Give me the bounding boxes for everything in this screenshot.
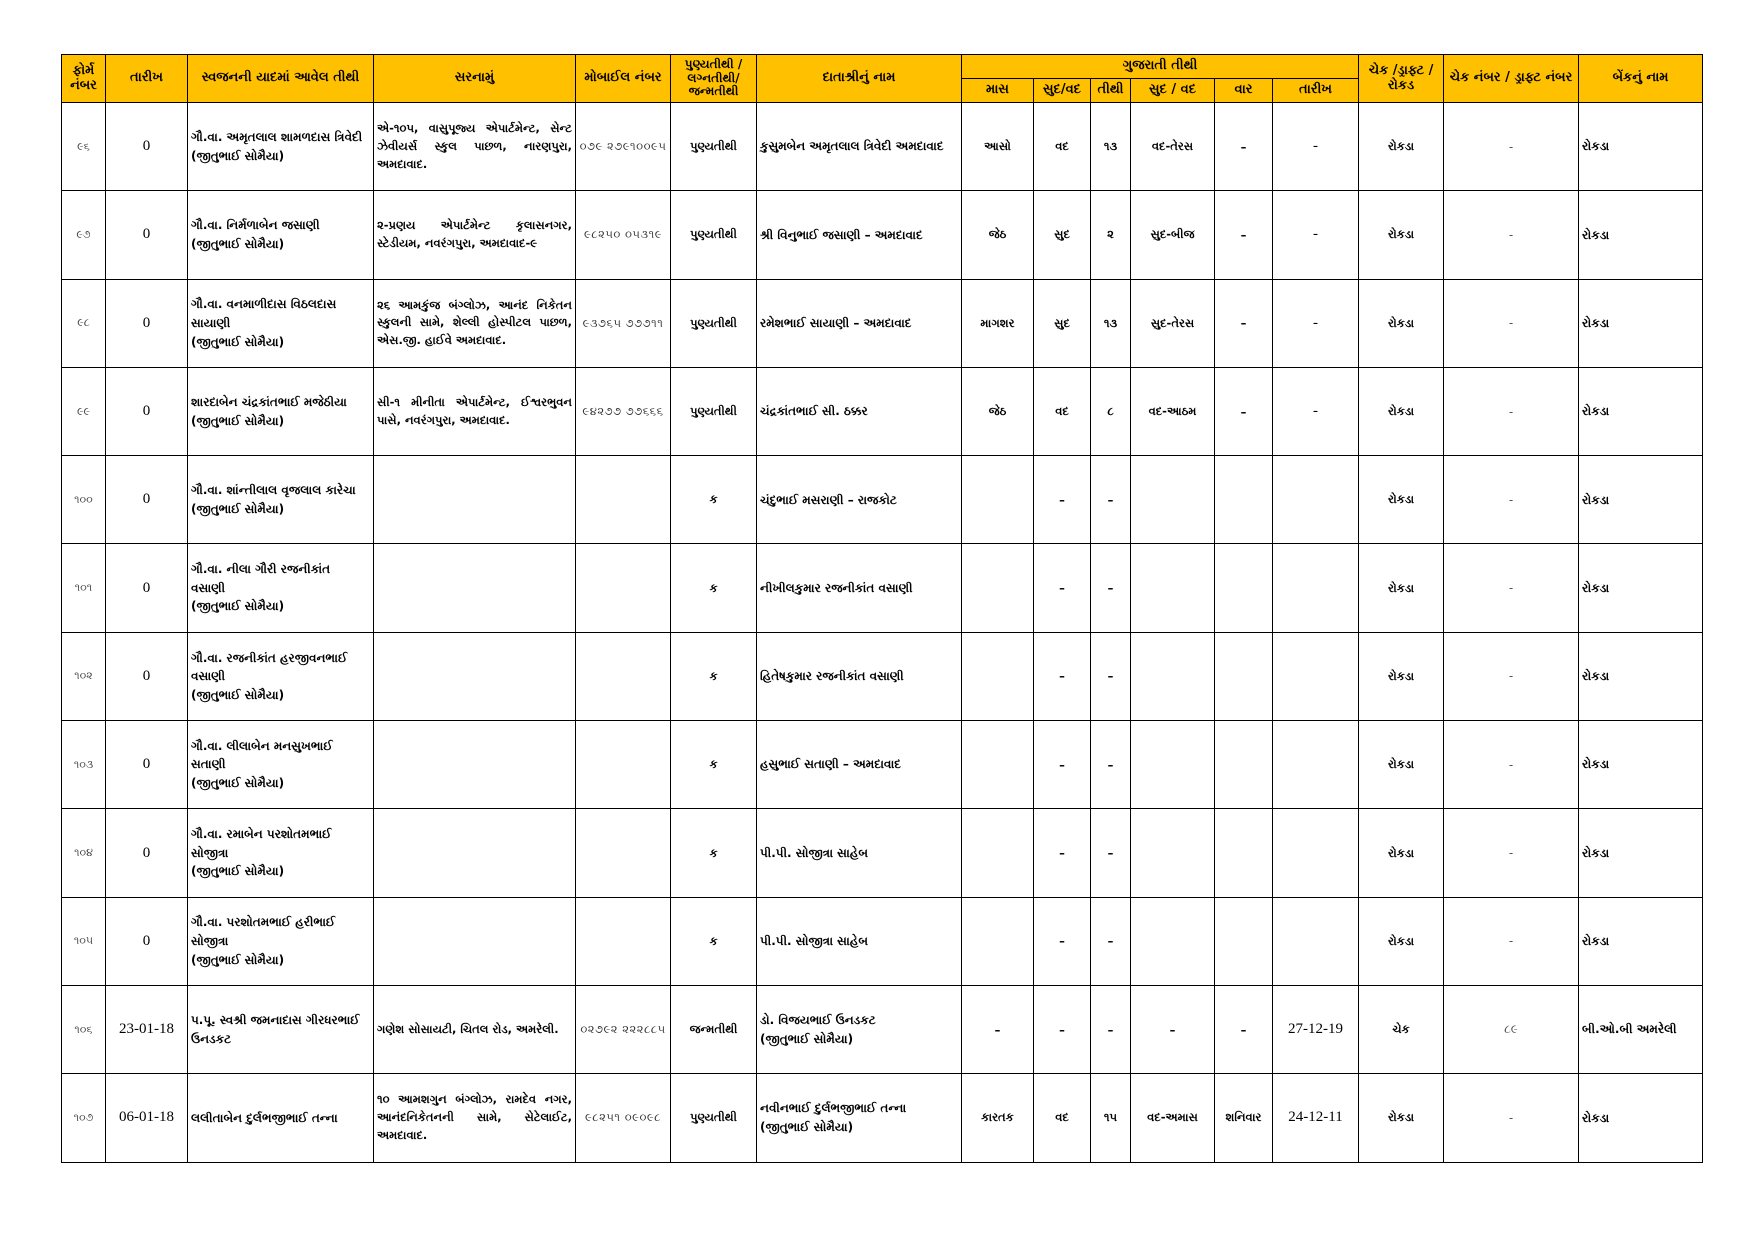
tithi-remembered-cell [188, 103, 374, 191]
sud-vad-cell: વદ [1034, 103, 1091, 191]
day-cell: – [1215, 279, 1273, 367]
sud-vad-cell: – [1034, 544, 1091, 632]
header-tarikh: તારીખ [1273, 79, 1359, 103]
address-cell: એ-૧૦૫, વાસુપૂજ્ય એપાર્ટમેન્ટ, સેન્ટ ઝેવીયર્સ સ્કુલ પાછળ, નારણપુરા, અમદાવાદ. [374, 103, 576, 191]
tithi-remembered-line: ગૌ.વા. નીલા ગૌરી રજનીકાંત [191, 562, 331, 577]
occasion-cell: ક [671, 897, 757, 985]
donor-name-cell [757, 809, 962, 897]
donor-name-line: ચંદુભાઈ મસરાણી – રાજકોટ [760, 492, 897, 507]
tithi-remembered-line: (જીતુભાઈ સોમૈયા) [191, 776, 285, 791]
sud-vad-2-cell [1131, 897, 1215, 985]
table-row [62, 897, 1703, 985]
donor-name-line: નવીનભાઈ દુર્લભજીભાઈ તન્ના [760, 1101, 907, 1116]
tithi-remembered-cell [188, 632, 374, 720]
tithi-remembered-line: (જીતુભાઈ સોમૈયા) [191, 236, 285, 251]
header-sud-vad-2: સુદ / વદ [1131, 79, 1215, 103]
address-cell [374, 897, 576, 985]
address-cell: ૨૬ આમકુંજ બંગ્લોઝ, આનંદ નિકેતન સ્કુલની સામે, શેલ્લી હોસ્પીટલ પાછળ, એસ.જી. હાઈવે અમદાવાદ. [374, 279, 576, 367]
address-cell [374, 544, 576, 632]
day-cell: – [1215, 191, 1273, 279]
form-number-cell: ૧૦૬ [62, 985, 106, 1073]
payment-mode-cell: રોકડા [1359, 1074, 1444, 1162]
payment-mode-cell: રોકડા [1359, 544, 1444, 632]
date-cell: 0 [106, 809, 188, 897]
bank-name-cell: રોકડા [1579, 103, 1703, 191]
occasion-cell: પુણ્યતીથી [671, 191, 757, 279]
donor-name-cell [757, 1074, 962, 1162]
table-row [62, 544, 1703, 632]
bank-name-cell: રોકડા [1579, 367, 1703, 455]
tarikh-cell: 27-12-19 [1273, 985, 1359, 1073]
mobile-cell: ૯૪૨૭૭ ૭૭૬૬૬ [576, 367, 671, 455]
address-cell: સી-૧ મીનીતા એપાર્ટમેન્ટ, ઈશ્વરભુવન પાસે, નવરંગપુરા, અમદાવાદ. [374, 367, 576, 455]
tithi-remembered-line: વસાણી [191, 580, 226, 595]
tithi-cell: – [1091, 721, 1131, 809]
donor-name-line: હિતેષકુમાર રજનીકાંત વસાણી [760, 669, 904, 684]
sud-vad-2-cell: વદ-તેરસ [1131, 103, 1215, 191]
bank-name-cell: રોકડા [1579, 1074, 1703, 1162]
sud-vad-cell: વદ [1034, 367, 1091, 455]
date-cell: 0 [106, 544, 188, 632]
payment-mode-cell: ચેક [1359, 985, 1444, 1073]
tithi-remembered-cell [188, 721, 374, 809]
header-payment-mode: ચેક /ડ્રાફ્ટ / રોકડ [1359, 55, 1444, 103]
tarikh-cell [1273, 456, 1359, 544]
tithi-remembered-line: (જીતુભાઈ સોમૈયા) [191, 599, 285, 614]
mobile-cell: ૦૭૯ ૨૭૯૧૦૦૯૫ [576, 103, 671, 191]
address-cell: ૨-પ્રણય એપાર્ટમેન્ટ કૃલાસનગર, સ્ટેડીયમ, નવરંગપુરા, અમદાવાદ-૯ [374, 191, 576, 279]
payment-mode-cell: રોકડા [1359, 897, 1444, 985]
donor-name-cell [757, 367, 962, 455]
occasion-cell: ક [671, 721, 757, 809]
payment-mode-cell: રોકડા [1359, 367, 1444, 455]
table-row [62, 279, 1703, 367]
donor-name-line: કુસુમબેન અમૃતલાલ ત્રિવેદી અમદાવાદ [760, 139, 944, 154]
form-number-cell: ૧૦૭ [62, 1074, 106, 1162]
payment-mode-cell: રોકડા [1359, 279, 1444, 367]
donor-name-cell [757, 985, 962, 1073]
bank-name-cell: બી.ઓ.બી અમરેલી [1579, 985, 1703, 1073]
date-cell: 23-01-18 [106, 985, 188, 1073]
table-row [62, 809, 1703, 897]
table-row [62, 985, 1703, 1073]
form-number-cell: ૧૦૨ [62, 632, 106, 720]
tithi-remembered-line: ગૌ.વા. લીલાબેન મનસુખભાઈ [191, 738, 333, 753]
donor-name-cell [757, 456, 962, 544]
day-cell [1215, 456, 1273, 544]
occasion-cell: ક [671, 456, 757, 544]
header-date: તારીખ [106, 55, 188, 103]
date-cell: 0 [106, 456, 188, 544]
cheque-number-cell: - [1444, 279, 1579, 367]
mobile-cell [576, 456, 671, 544]
tithi-cell: – [1091, 897, 1131, 985]
header-form-no: ફોર્મ નંબર [62, 55, 106, 103]
date-cell: 0 [106, 103, 188, 191]
sud-vad-cell: – [1034, 721, 1091, 809]
date-cell: 0 [106, 632, 188, 720]
header-sud-vad: સુદ/વદ [1034, 79, 1091, 103]
cheque-number-cell: - [1444, 191, 1579, 279]
tithi-remembered-cell [188, 279, 374, 367]
donor-name-line: ડો. વિજયભાઈ ઉનડકટ [760, 1013, 876, 1028]
donor-name-line: રમેશભાઈ સાયાણી – અમદાવાદ [760, 315, 912, 330]
sud-vad-2-cell: વદ-અમાસ [1131, 1074, 1215, 1162]
month-cell [962, 809, 1034, 897]
tarikh-cell: - [1273, 191, 1359, 279]
table-row [62, 721, 1703, 809]
mobile-cell: ૯૩૭૬૫ ૭૭૭૧૧ [576, 279, 671, 367]
form-number-cell: ૯૯ [62, 367, 106, 455]
sud-vad-cell: સુદ [1034, 279, 1091, 367]
cheque-number-cell: - [1444, 367, 1579, 455]
month-cell [962, 721, 1034, 809]
header-gujarati-tithi: ગુજરાતી તીથી [962, 55, 1359, 79]
tithi-remembered-line: ગૌ.વા. પરશોતમભાઈ હરીભાઈ [191, 915, 336, 930]
donor-name-cell [757, 191, 962, 279]
mobile-cell [576, 721, 671, 809]
sud-vad-cell: વદ [1034, 1074, 1091, 1162]
mobile-cell [576, 632, 671, 720]
sud-vad-cell: – [1034, 897, 1091, 985]
tarikh-cell: 24-12-11 [1273, 1074, 1359, 1162]
table-row [62, 1074, 1703, 1162]
tithi-remembered-cell [188, 1074, 374, 1162]
date-cell: 0 [106, 279, 188, 367]
donor-name-cell [757, 103, 962, 191]
bank-name-cell: રોકડા [1579, 191, 1703, 279]
form-number-cell: ૧૦૪ [62, 809, 106, 897]
sud-vad-2-cell [1131, 544, 1215, 632]
occasion-cell: પુણ્યતીથી [671, 103, 757, 191]
donor-name-line: (જીતુભાઈ સોમૈયા) [760, 1119, 854, 1134]
cheque-number-cell: - [1444, 632, 1579, 720]
occasion-cell: પુણ્યતીથી [671, 1074, 757, 1162]
tithi-remembered-cell [188, 897, 374, 985]
tithi-remembered-cell [188, 456, 374, 544]
tithi-cell: – [1091, 632, 1131, 720]
bank-name-cell: રોકડા [1579, 809, 1703, 897]
form-number-cell: ૧૦૧ [62, 544, 106, 632]
header-donor-name: દાતાશ્રીનું નામ [757, 55, 962, 103]
day-cell [1215, 809, 1273, 897]
sud-vad-cell: – [1034, 809, 1091, 897]
form-number-cell: ૧૦૫ [62, 897, 106, 985]
bank-name-cell: રોકડા [1579, 456, 1703, 544]
address-cell [374, 721, 576, 809]
cheque-number-cell: - [1444, 456, 1579, 544]
mobile-cell: ૯૮૨૫૧ ૦૯૦૯૮ [576, 1074, 671, 1162]
cheque-number-cell: - [1444, 721, 1579, 809]
table-header [62, 55, 1703, 103]
day-cell: – [1215, 103, 1273, 191]
tarikh-cell: - [1273, 367, 1359, 455]
header-tithi-remembered: સ્વજનની યાદમાં આવેલ તીથી [188, 55, 374, 103]
date-cell: 0 [106, 721, 188, 809]
day-cell: – [1215, 985, 1273, 1073]
mobile-cell [576, 544, 671, 632]
bank-name-cell: રોકડા [1579, 544, 1703, 632]
sud-vad-2-cell [1131, 632, 1215, 720]
header-bank-name: બેંકનું નામ [1579, 55, 1703, 103]
header-occasion: પુણ્યતીથી / લગ્નતીથી/ જન્મતીથી [671, 55, 757, 103]
tithi-remembered-line: ઉનડકટ [191, 1031, 232, 1046]
address-cell: ૧૦ આમશગુન બંગ્લોઝ, રામદેવ નગર, આનંદનિકેતનની સામે, સેટેલાઈટ, અમદાવાદ. [374, 1074, 576, 1162]
donor-name-line: પી.પી. સોજીત્રા સાહેબ [760, 845, 869, 860]
tithi-remembered-line: સોજીત્રા [191, 934, 229, 949]
tithi-cell: – [1091, 456, 1131, 544]
month-cell [962, 897, 1034, 985]
tithi-cell: ૨ [1091, 191, 1131, 279]
sud-vad-2-cell [1131, 456, 1215, 544]
tithi-remembered-line: શારદાબેન ચંદ્રકાંતભાઈ મજેઠીયા [191, 394, 347, 409]
header-day: વાર [1215, 79, 1273, 103]
sud-vad-2-cell [1131, 721, 1215, 809]
sud-vad-cell: – [1034, 456, 1091, 544]
donor-name-cell [757, 279, 962, 367]
tarikh-cell [1273, 809, 1359, 897]
donor-name-line: પી.પી. સોજીત્રા સાહેબ [760, 934, 869, 949]
day-cell: – [1215, 367, 1273, 455]
address-cell [374, 456, 576, 544]
tithi-cell: – [1091, 985, 1131, 1073]
tithi-remembered-line: ગૌ.વા. રમાબેન પરશોતમભાઈ [191, 827, 332, 842]
tithi-remembered-cell [188, 367, 374, 455]
mobile-cell: ૯૮૨૫૦ ૦૫૩૧૯ [576, 191, 671, 279]
tithi-remembered-line: સાયાણી [191, 315, 231, 330]
donor-name-line: શ્રી વિનુભાઈ જસાણી – અમદાવાદ [760, 227, 923, 242]
tithi-remembered-cell [188, 191, 374, 279]
day-cell: શનિવાર [1215, 1074, 1273, 1162]
tithi-cell: ૧૫ [1091, 1074, 1131, 1162]
tithi-remembered-cell [188, 985, 374, 1073]
month-cell: આસો [962, 103, 1034, 191]
tithi-remembered-line: (જીતુભાઈ સોમૈયા) [191, 952, 285, 967]
bank-name-cell: રોકડા [1579, 632, 1703, 720]
mobile-cell: ૦૨૭૯૨ ૨૨૨૮૮૫ [576, 985, 671, 1073]
tarikh-cell: - [1273, 103, 1359, 191]
donor-name-line: ચંદ્રકાંતભાઈ સી. ઠક્કર [760, 404, 868, 419]
form-number-cell: ૧૦૦ [62, 456, 106, 544]
occasion-cell: ક [671, 544, 757, 632]
sud-vad-2-cell: સુદ-બીજ [1131, 191, 1215, 279]
tithi-cell: ૧૩ [1091, 103, 1131, 191]
tithi-cell: – [1091, 809, 1131, 897]
sud-vad-2-cell [1131, 809, 1215, 897]
donor-name-cell [757, 632, 962, 720]
tithi-remembered-cell [188, 809, 374, 897]
tarikh-cell: - [1273, 279, 1359, 367]
tithi-remembered-line: (જીતુભાઈ સોમૈયા) [191, 413, 285, 428]
donation-register-table [61, 54, 1703, 1163]
table-row [62, 632, 1703, 720]
date-cell: 0 [106, 191, 188, 279]
payment-mode-cell: રોકડા [1359, 721, 1444, 809]
tithi-remembered-line: ગૌ.વા. નિર્મળાબેન જસાણી [191, 218, 320, 233]
tithi-remembered-line: સોજીત્રા [191, 845, 229, 860]
table-body [62, 103, 1703, 1163]
mobile-cell [576, 897, 671, 985]
tithi-cell: ૮ [1091, 367, 1131, 455]
day-cell [1215, 897, 1273, 985]
tithi-remembered-cell [188, 544, 374, 632]
tarikh-cell [1273, 632, 1359, 720]
cheque-number-cell: - [1444, 544, 1579, 632]
cheque-number-cell: ૮૯ [1444, 985, 1579, 1073]
donor-name-line: હસુભાઈ સતાણી – અમદાવાદ [760, 757, 902, 772]
cheque-number-cell: - [1444, 809, 1579, 897]
occasion-cell: પુણ્યતીથી [671, 367, 757, 455]
donor-name-cell [757, 721, 962, 809]
tithi-remembered-line: ગૌ.વા. રજનીકાંત હરજીવનભાઈ [191, 650, 348, 665]
header-mobile: મોબાઈલ નંબર [576, 55, 671, 103]
payment-mode-cell: રોકડા [1359, 809, 1444, 897]
month-cell: કારતક [962, 1074, 1034, 1162]
occasion-cell: ક [671, 632, 757, 720]
payment-mode-cell: રોકડા [1359, 103, 1444, 191]
form-number-cell: ૯૮ [62, 279, 106, 367]
table-row [62, 103, 1703, 191]
month-cell: માગશર [962, 279, 1034, 367]
donor-name-cell [757, 544, 962, 632]
sud-vad-cell: – [1034, 632, 1091, 720]
form-number-cell: ૯૬ [62, 103, 106, 191]
date-cell: 06-01-18 [106, 1074, 188, 1162]
tithi-remembered-line: લલીતાબેન દુર્લભજીભાઈ તન્ના [191, 1110, 338, 1125]
sud-vad-2-cell: – [1131, 985, 1215, 1073]
table-row [62, 191, 1703, 279]
tarikh-cell [1273, 897, 1359, 985]
sud-vad-cell: સુદ [1034, 191, 1091, 279]
donor-name-line: નીખીલકુમાર રજનીકાંત વસાણી [760, 580, 913, 595]
table-row [62, 367, 1703, 455]
tithi-remembered-line: (જીતુભાઈ સોમૈયા) [191, 148, 285, 163]
table-row [62, 456, 1703, 544]
donor-name-line: (જીતુભાઈ સોમૈયા) [760, 1031, 854, 1046]
header-month: માસ [962, 79, 1034, 103]
month-cell: જેઠ [962, 191, 1034, 279]
cheque-number-cell: - [1444, 1074, 1579, 1162]
occasion-cell: ક [671, 809, 757, 897]
tithi-cell: ૧૩ [1091, 279, 1131, 367]
address-cell [374, 809, 576, 897]
form-number-cell: ૯૭ [62, 191, 106, 279]
tithi-remembered-line: વસાણી [191, 669, 226, 684]
tithi-remembered-line: ગૌ.વા. અમૃતલાલ શામળદાસ ત્રિવેદી [191, 130, 363, 145]
month-cell [962, 632, 1034, 720]
bank-name-cell: રોકડા [1579, 897, 1703, 985]
date-cell: 0 [106, 897, 188, 985]
payment-mode-cell: રોકડા [1359, 632, 1444, 720]
tithi-remembered-line: સતાણી [191, 757, 226, 772]
tithi-remembered-line: (જીતુભાઈ સોમૈયા) [191, 501, 285, 516]
payment-mode-cell: રોકડા [1359, 456, 1444, 544]
header-cheque-no: ચેક નંબર / ડ્રાફ્ટ નંબર [1444, 55, 1579, 103]
address-cell: ગણેશ સોસાયટી, ચિતલ રોડ, અમરેલી. [374, 985, 576, 1073]
date-cell: 0 [106, 367, 188, 455]
header-address: સરનામું [374, 55, 576, 103]
tithi-cell: – [1091, 544, 1131, 632]
occasion-cell: જન્મતીથી [671, 985, 757, 1073]
tarikh-cell [1273, 721, 1359, 809]
header-tithi: તીથી [1091, 79, 1131, 103]
cheque-number-cell: - [1444, 103, 1579, 191]
occasion-cell: પુણ્યતીથી [671, 279, 757, 367]
tithi-remembered-line: (જીતુભાઈ સોમૈયા) [191, 334, 285, 349]
tithi-remembered-line: ગૌ.વા. વનમાળીદાસ વિઠલદાસ [191, 297, 337, 312]
tithi-remembered-line: પ.પૂ. સ્વશ્રી જમનાદાસ ગીરધરભાઈ [191, 1013, 360, 1028]
mobile-cell [576, 809, 671, 897]
day-cell [1215, 544, 1273, 632]
tithi-remembered-line: (જીતુભાઈ સોમૈયા) [191, 864, 285, 879]
month-cell [962, 544, 1034, 632]
sud-vad-2-cell: સુદ-તેરસ [1131, 279, 1215, 367]
donor-name-cell [757, 897, 962, 985]
cheque-number-cell: - [1444, 897, 1579, 985]
month-cell: જેઠ [962, 367, 1034, 455]
sud-vad-2-cell: વદ-આઠમ [1131, 367, 1215, 455]
tithi-remembered-line: (જીતુભાઈ સોમૈયા) [191, 687, 285, 702]
bank-name-cell: રોકડા [1579, 279, 1703, 367]
tarikh-cell [1273, 544, 1359, 632]
tithi-remembered-line: ગૌ.વા. શાંન્તીલાલ વૃજલાલ કારેચા [191, 483, 356, 498]
day-cell [1215, 721, 1273, 809]
month-cell: – [962, 985, 1034, 1073]
payment-mode-cell: રોકડા [1359, 191, 1444, 279]
month-cell [962, 456, 1034, 544]
day-cell [1215, 632, 1273, 720]
sud-vad-cell: – [1034, 985, 1091, 1073]
form-number-cell: ૧૦૩ [62, 721, 106, 809]
bank-name-cell: રોકડા [1579, 721, 1703, 809]
address-cell [374, 632, 576, 720]
